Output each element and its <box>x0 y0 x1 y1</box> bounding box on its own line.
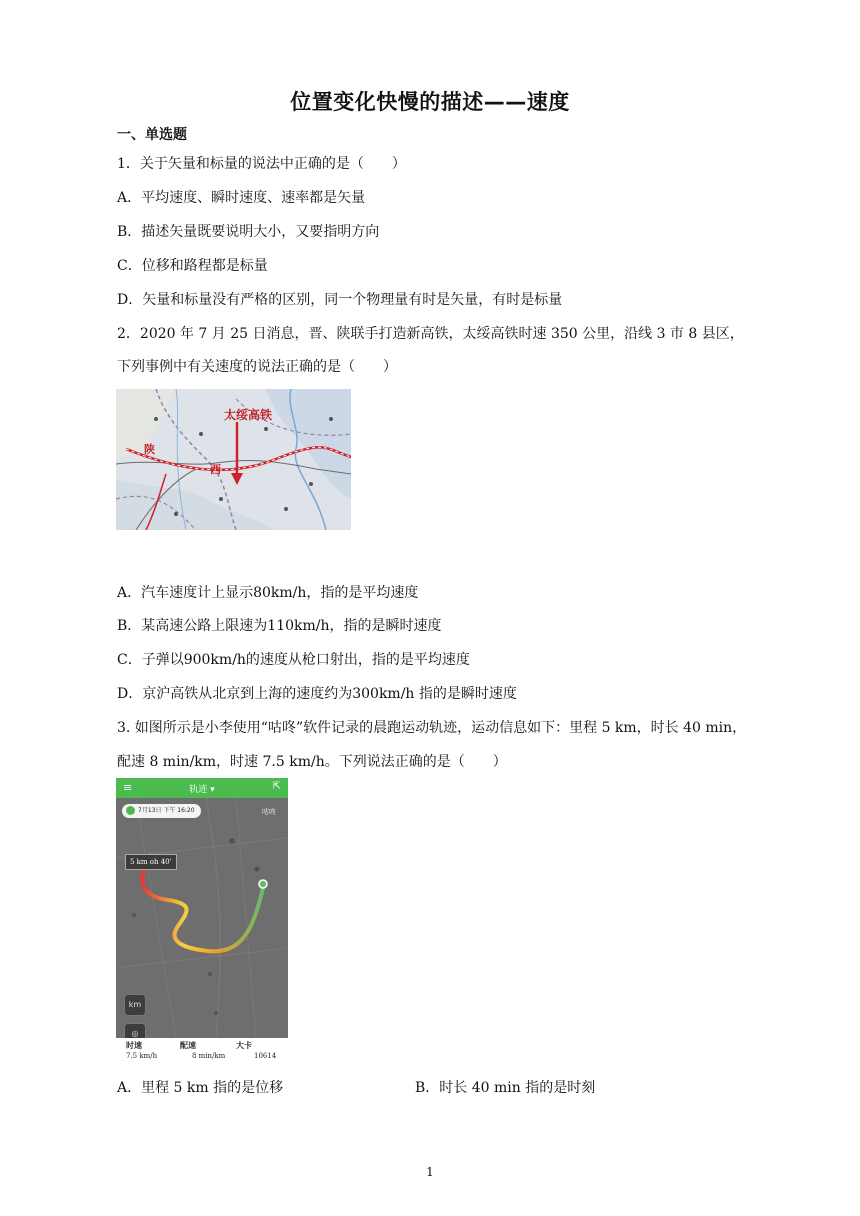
app-title: 轨迹 ▾ <box>189 785 215 795</box>
q2-option-d: D．京沪高铁从北京到上海的速度约为300km/h 指的是瞬时速度 <box>117 686 517 702</box>
q2-option-a: A．汽车速度计上显示80km/h，指的是平均速度 <box>117 585 419 601</box>
distance-time-bubble: 5 km oh 40' <box>125 854 177 870</box>
q1-option-b: B．描述矢量既要说明大小，又要指明方向 <box>117 224 380 240</box>
stat-calories-label: 大卡 <box>236 1041 252 1050</box>
q2-stem-line1: 2．2020 年 7 月 25 日消息，晋、陕联手打造新高铁，太绥高铁时速 350 公里，沿线 3 市 8 县区， <box>117 326 744 342</box>
map-province-shaanxi-char: 陕 <box>144 443 155 456</box>
stat-pace-value: 8 min/km <box>192 1052 226 1060</box>
date-pill <box>122 804 201 818</box>
q1-stem: 1．关于矢量和标量的说法中正确的是（ ） <box>117 156 406 172</box>
locate-icon[interactable]: ◎ <box>124 1023 146 1045</box>
unit-toggle-button[interactable]: km <box>124 994 146 1016</box>
q3-option-a: A．里程 5 km 指的是位移 <box>117 1080 284 1096</box>
q1-option-c: C．位移和路程都是标量 <box>117 258 268 274</box>
railway-map-figure <box>116 389 351 530</box>
menu-icon: ≡ <box>123 781 133 794</box>
app-brand: 咕咚 <box>262 808 276 816</box>
app-header <box>116 778 288 798</box>
section-heading: 一、单选题 <box>117 127 187 143</box>
q2-option-c: C．子弹以900km/h的速度从枪口射出，指的是平均速度 <box>117 652 470 668</box>
map-title-label: 太绥高铁 <box>224 408 273 422</box>
q2-stem-line2: 下列事例中有关速度的说法正确的是（ ） <box>117 359 397 375</box>
running-app-screenshot <box>116 778 288 1065</box>
stat-speed-value: 7.5 km/h <box>126 1052 158 1060</box>
stat-speed-label: 时速 <box>126 1041 142 1050</box>
track-map <box>116 798 288 1038</box>
map-province-xi-char: 西 <box>210 463 221 476</box>
page-number: 1 <box>426 1165 434 1179</box>
q3-stem-line1: 3. 如图所示是小李使用“咕咚”软件记录的晨跑运动轨迹，运动信息如下：里程 5 km，时长 40 min， <box>117 720 747 736</box>
stat-pace-label: 配速 <box>180 1041 196 1050</box>
stat-pace <box>180 1040 225 1060</box>
run-date: 7月13日 下午 16:20 <box>138 807 195 814</box>
stats-bar <box>116 1038 288 1065</box>
runner-icon <box>126 806 135 815</box>
share-icon: ⇱ <box>272 781 281 792</box>
stat-calories-value: 10614 <box>254 1052 277 1060</box>
q1-option-d: D．矢量和标量没有严格的区别，同一个物理量有时是矢量，有时是标量 <box>117 292 563 308</box>
q2-option-b: B．某高速公路上限速为110km/h，指的是瞬时速度 <box>117 618 442 634</box>
q3-option-b: B．时长 40 min 指的是时刻 <box>415 1080 596 1096</box>
stat-speed <box>126 1040 157 1060</box>
page-title: 位置变化快慢的描述——速度 <box>290 90 570 114</box>
q3-stem-line2: 配速 8 min/km，时速 7.5 km/h。下列说法正确的是（ ） <box>117 754 507 770</box>
q1-option-a: A．平均速度、瞬时速度、速率都是矢量 <box>117 190 366 206</box>
stat-calories <box>236 1040 276 1060</box>
